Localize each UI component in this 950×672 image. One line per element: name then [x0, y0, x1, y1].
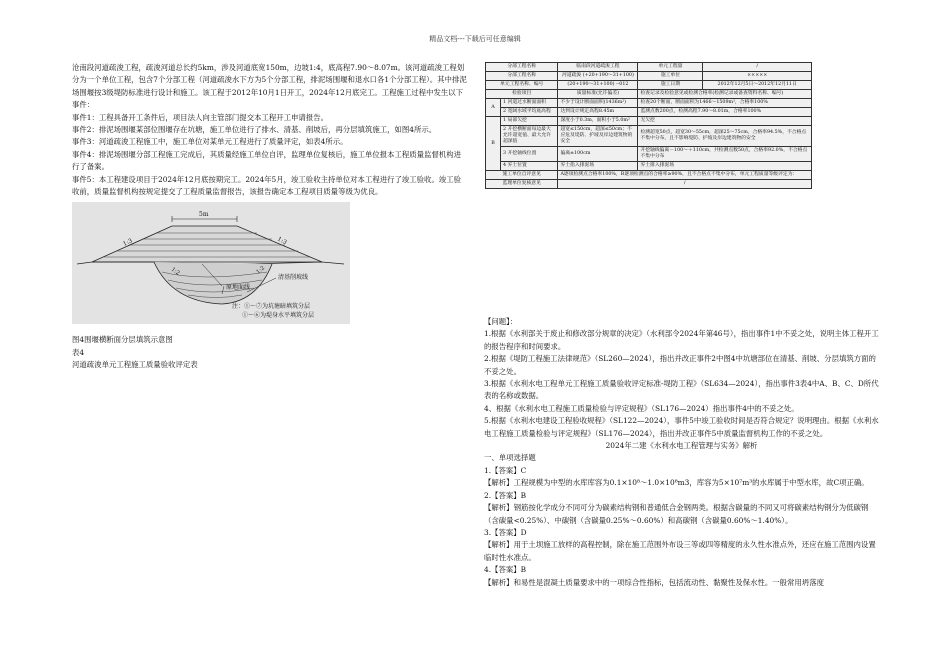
event-2: 事件2：排泥场围堰某部位围堰存在坑塘，施工单位进行了排水、清基、削坡后，再分层填筑施工，如图4所示。: [72, 125, 437, 135]
explanation-4: 【解析】和易性是混凝土质量要求中的一项综合性指标，包括流动性、黏聚性及保水性。一般常用坍落度: [484, 577, 824, 587]
event-3: 事件3：河道疏浚工程施工中，施工单位对某单元工程进行了质量评定，如表4所示。: [72, 137, 348, 147]
table-row: 2 宽阔水域平均底高程 达到设计规定高程8.45m 监测点数200点，检测高程7.90～8.01m，合格率100%: [486, 108, 812, 117]
ground-line-label: 原地面线: [226, 284, 251, 292]
questions-title: 【问题】：: [484, 317, 518, 326]
explanation-3: 【解析】用于土坝施工放样的高程控制，除在施工范围外布设三等或四等精度的永久性水准点外，还应在施工范围内设置临时性水准点。: [484, 540, 876, 562]
question-4: 4、根据《水利水电工程施工质量检验与评定规程》（SL176—2024）指出事件4中的不妥之处。: [484, 403, 799, 413]
table-row: 监理单位复核意见 /: [486, 180, 812, 189]
answer-4: 4.【答案】B: [484, 565, 527, 575]
right-column: [484, 316, 879, 589]
top-width-label: 5m: [199, 211, 209, 219]
slope-right-label: 1:3: [276, 236, 288, 247]
event-4: 事件4：排泥场围堰分部工程施工完成后，其质量经施工单位自评，监理单位复核后，施工单位报本工程质量监督机构进行了备案。: [72, 149, 462, 172]
table-row: A 1 河道过水断面面积 不少于设计断面面积(1436m²) 检查20个断面，断面面积为1466～1509m²，合格率100%: [486, 99, 812, 108]
slope-mid2-label: 1:2: [255, 265, 267, 277]
answer-2: 2.【答案】B: [484, 490, 527, 500]
slope-mid1-label: 1:2: [169, 267, 181, 278]
explanation-1: 【解析】工程规模为中型的水库库容为0.1×10⁸～1.0×10⁸m3，库容为5×10⁷m³的水库属于中型水库，故C项正确。: [484, 478, 869, 488]
table-row: 分部工程名称 临南段河道疏浚工程 单元工程量 /: [486, 63, 812, 72]
intro-paragraph: 沧南段河道疏浚工程，疏浚河道总长约5km，涉及河道底宽150m，边坡1:4，底高程7.90～8.07m。该河道疏浚工程划分为一个单位工程，包含7个分部工程（河道疏浚水下方为5个分部工程，排泥场围堰和退水口各1个分部工程）。其中排泥场围堰按3级堤防标准进行设计和施工。该工程于2012年10月1日开工，2024年12月底完工。工程施工过程中发生以下事件：: [72, 63, 467, 110]
clean-base-label: 清基削坡线: [278, 274, 309, 282]
explanation-2: 【解析】钢筋按化学成分不同可分为碳素结构钢和普通低合金钢两类。根据含碳量的不同又可将碳素结构钢分为低碳钢（含碳量<0.25%）、中碳钢（含碳量0.25%～0.60%）和高碳钢（含碳量0.60%～1.40%）。: [484, 503, 869, 525]
table-row: B 1 局部欠挖 深度小于0.3m，面积小于5.0m² 无欠挖: [486, 117, 812, 126]
table-row: 4 弃土位置 弃土指入排泥场 弃土排入排泥场: [486, 162, 812, 171]
question-5: 5.根据《水利水电建设工程验收规程》（SL122—2024），事件5中竣工验收时间是否符合规定？说明理由。根据《水利水电工程施工质量检验与评定规程》（SL176—2024），指出并改正事件5中质量监督机构工作的不妥之处。: [484, 416, 879, 438]
page-header: 精品文档---下载后可任意编辑: [429, 35, 521, 43]
cofferdam-section-figure: [72, 202, 350, 324]
table-row: 施工单位自评意见 A逐项检测点合格率100%，B逐项检测点的合格率≥90%，且不合格点不集中分布，单元工程质量等级评定为：: [486, 171, 812, 180]
table-row: 单元工程名称、编号 (20+190～31+100) --012 施工日期 2012年12月5日～2012年12月11日: [486, 81, 812, 90]
analysis-title: 2024年二建《水利水电工程管理与实务》解析: [605, 441, 758, 451]
table-header-row: 检验项目 质量标准(允许偏差) 检查记录及检验意见或检测合格率(检测记录或备查资料名称、编号): [486, 90, 812, 99]
table-row: 分部工程名称 河道疏浚 (+20+190～31+100) 施工单位 ×××××: [486, 72, 812, 81]
table-title: 河道疏浚单元工程施工质量验收评定表: [72, 360, 198, 370]
answer-1: 1.【答案】C: [484, 465, 527, 475]
event-1: 事件1：工程具备开工条件后，项目法人向主管部门提交本工程开工申请报告。: [72, 112, 328, 122]
question-2: 2.根据《堤防工程施工法律规范》（SL260—2024），指出并改正事件2中图4中坑塘部位在清基、削坡、分层填筑方面的不妥之处。: [484, 354, 876, 376]
left-column: [72, 62, 467, 372]
table-row: 3 开挖轴线位置 偏离±100cm 开挖轴线偏离－100～＋110cm，共检测点数50点，合格率92.0%，不合格点不集中分布: [486, 147, 812, 162]
section-heading: 一、单项选择题: [484, 453, 536, 463]
question-3: 3.根据《水利水电工程单元工程施工质量验收评定标准-堤防工程》（SL634—2024），指出事件3表4中A、B、C、D所代表的名称或数据。: [484, 379, 879, 401]
event-5: 事件5：本工程建设项目于2024年12月底按期完工。2024年5月，竣工验收主持单位对本工程进行了竣工验收。竣工验收前，质量监督机构按规定提交了工程质量监督报告，该报告确定本工程项目质量等级为优良。: [72, 174, 462, 197]
figure-note-1: 注：①～⑦为坑塘暗填筑分层: [232, 303, 311, 311]
figure-caption: 图4围堰横断面分层填筑示意图: [72, 335, 173, 345]
table-row: 2 开挖横断面每边最大允许超宽值、最大允许超深值 超宽≤150cm，超深≤50cm；不应危及堤防、护坡及岸边建筑物的安全 检测超宽50点，超宽30～55cm，超深25～75cm，合格率94.5%，不合格点不集中分布，且不影响堤防、护坡及岸边建筑物的安全: [486, 126, 812, 147]
figure-note-2: ①～⑥为堤身水平填筑分层: [242, 312, 315, 320]
question-1: 1.根据《水利部关于废止和修改部分规章的决定》（水利部令2024年第46号），指出事件1中不妥之处，说明主体工程开工的报告程序和时间要求。: [484, 329, 879, 351]
slope-left-label: 1:3: [121, 237, 134, 249]
evaluation-table: [485, 62, 812, 189]
table-label: 表4: [72, 347, 85, 357]
answer-3: 3.【答案】D: [484, 527, 527, 537]
